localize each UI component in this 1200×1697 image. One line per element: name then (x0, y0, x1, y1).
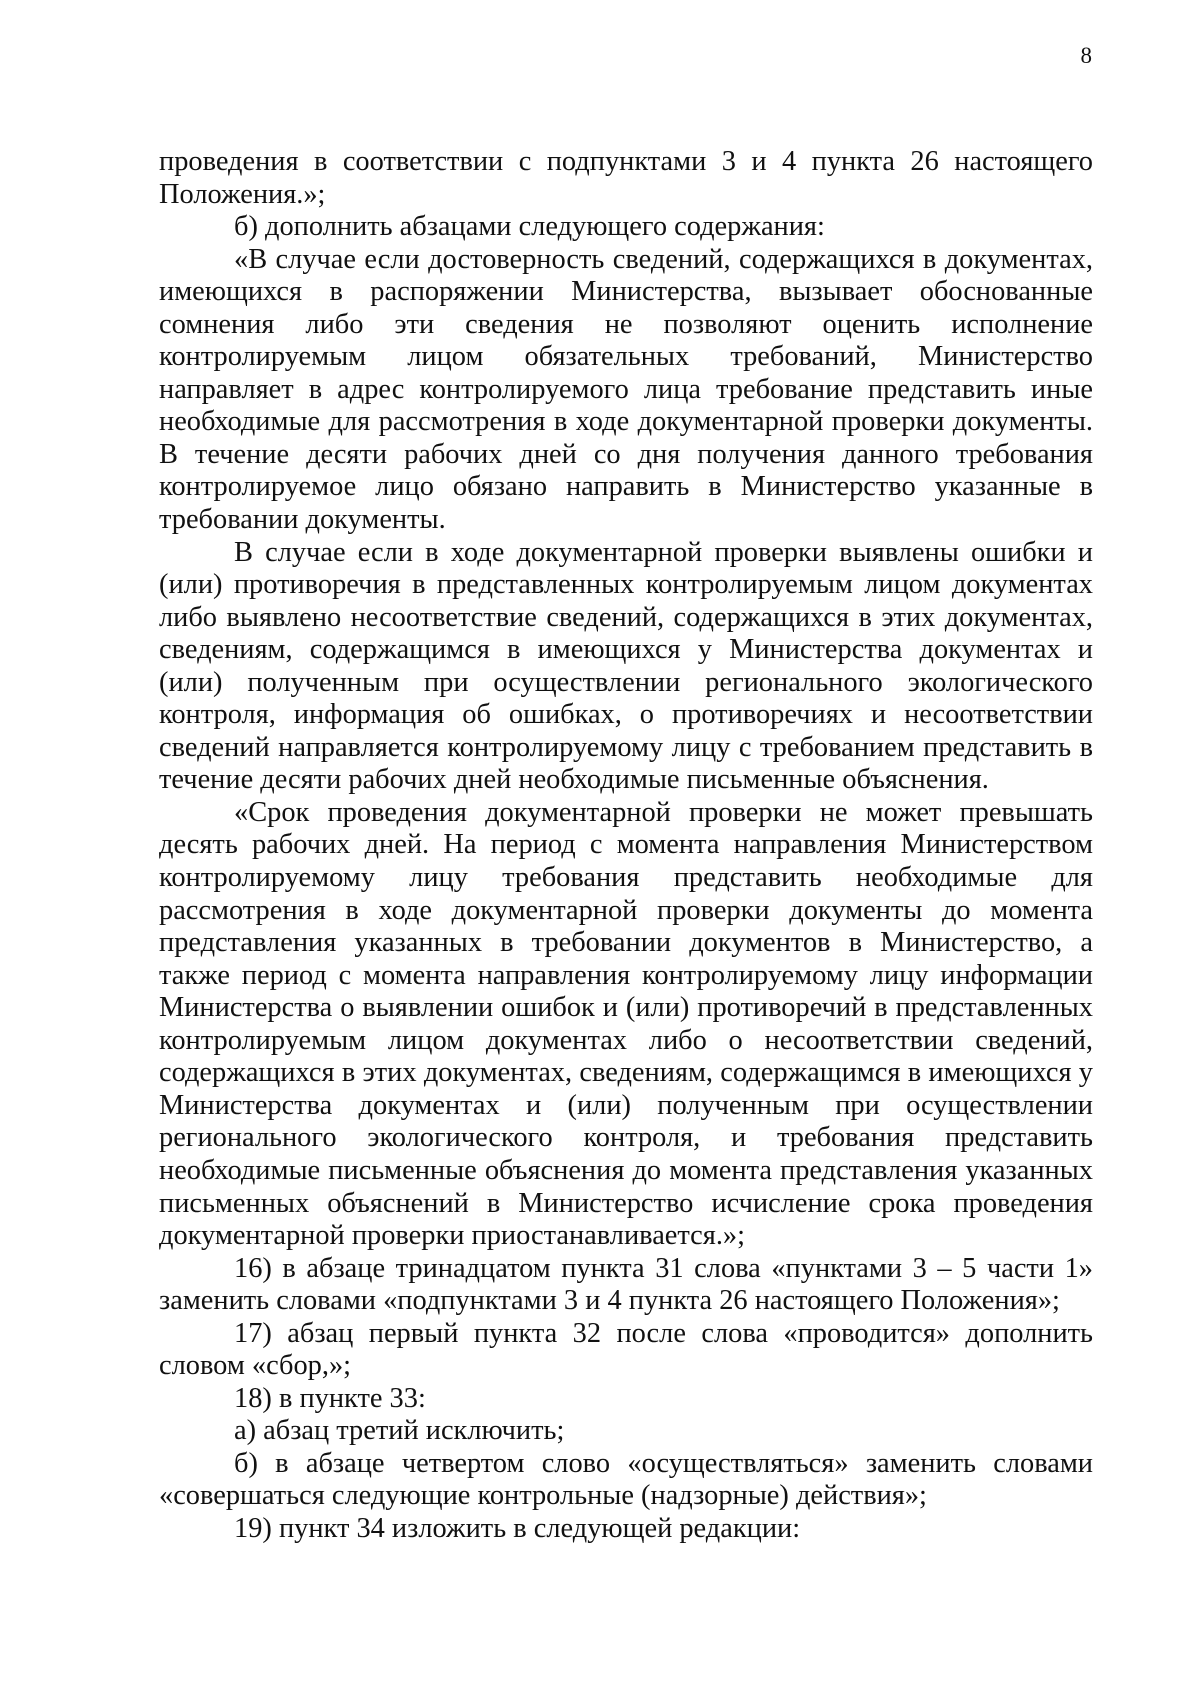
paragraph-term: «Срок проведения документарной проверки не может превышать десять рабочих дней. На период с момента направления Министерством контролируемому лицу требования представить необходимые для рассмотрения в ходе документарной проверки документы до момента представления указанных в требовании документов в Министерство, а также период с момента направления контролируемому лицу информации Министерства о выявлении ошибок и (или) противоречий в представленных контролируемым лицом документах либо о несоответствии сведений, содержащихся в этих документах, сведениям, содержащимся в имеющихся у Министерства документах и (или) полученным при осуществлении регионального экологического контроля, и требования представить необходимые письменные объяснения до момента представления указанных письменных объяснений в Министерство исчисление срока проведения документарной проверки приостанавливается.»; (159, 796, 1093, 1252)
paragraph-item-19: 19) пункт 34 изложить в следующей редакции: (234, 1512, 801, 1544)
paragraph-item-18: 18) в пункте 33: (234, 1382, 426, 1414)
paragraph-errors-case: В случае если в ходе документарной проверки выявлены ошибки и (или) противоречия в представленных контролируемым лицом документах либо выявлено несоответствие сведений, содержащихся в этих документах, сведениям, содержащимся в имеющихся у Министерства документах и (или) полученным при осуществлении регионального экологического контроля, информация об ошибках, о противоречиях и несоответствии сведений направляется контролируемому лицу с требованием представить в течение десяти рабочих дней необходимые письменные объяснения. (159, 536, 1093, 796)
paragraph-item-17: 17) абзац первый пункта 32 после слова «проводится» дополнить словом «сбор,»; (159, 1317, 1093, 1382)
paragraph-continuation: проведения в соответствии с подпунктами 3 и 4 пункта 26 настоящего Положения.»; (159, 146, 1093, 210)
document-body (159, 146, 1093, 1546)
paragraph-quoted-request: «В случае если достоверность сведений, содержащихся в документах, имеющихся в распоряжении Министерства, вызывает обоснованные сомнения либо эти сведения не позволяют оценить исполнение контролируемым лицом обязательных требований, Министерство направляет в адрес контролируемого лица требование представить иные необходимые для рассмотрения в ходе документарной проверки документы. В течение десяти рабочих дней со дня получения данного требования контролируемое лицо обязано направить в Министерство указанные в требовании документы. (159, 243, 1093, 536)
paragraph-item-b-add: б) дополнить абзацами следующего содержания: (234, 211, 825, 243)
paragraph-item-18-b: б) в абзаце четвертом слово «осуществляться» заменить словами «совершаться следующие контрольные (надзорные) действия»; (159, 1447, 1093, 1512)
paragraph-item-18-a: а) абзац третий исключить; (234, 1415, 565, 1447)
paragraph-item-16: 16) в абзаце тринадцатом пункта 31 слова «пунктами 3 – 5 части 1» заменить словами «подпунктами 3 и 4 пункта 26 настоящего Положения»; (159, 1252, 1093, 1317)
page-number: 8 (1080, 43, 1092, 68)
